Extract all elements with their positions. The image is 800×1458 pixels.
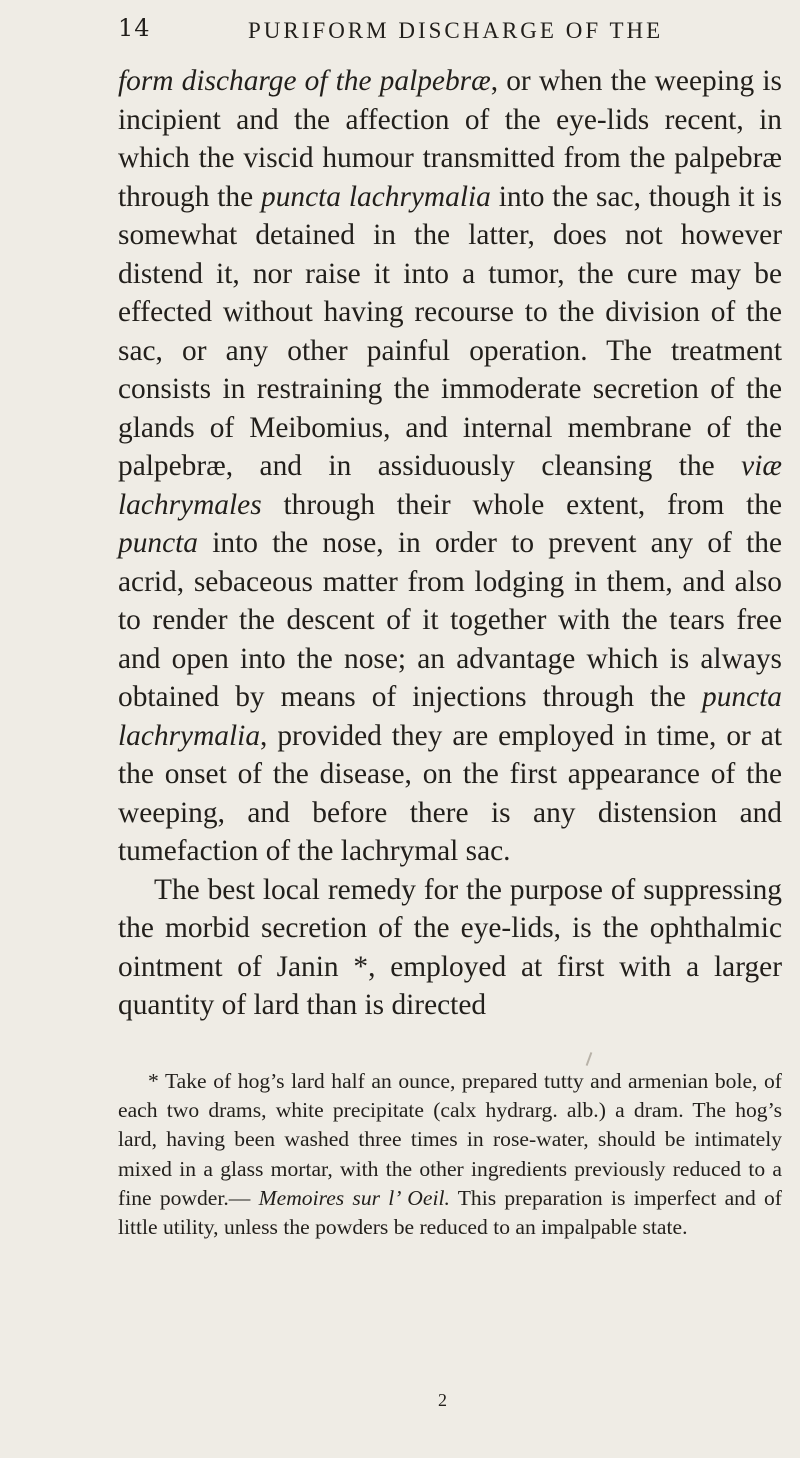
text-run: through their whole extent, from the (261, 488, 782, 521)
text-run: viæ lachrymales (118, 450, 782, 521)
footnote (118, 1067, 782, 1242)
signature-mark: 2 (438, 1390, 447, 1410)
running-head (118, 14, 778, 54)
text-run: , or when the weeping is incipient and the affection of the eye-lids recent, in which the viscid humour transmitted from the palpebræ through the (118, 65, 782, 213)
text-run: Memoires sur l’ Oeil. (258, 1185, 450, 1210)
text-run: puncta (118, 527, 198, 559)
paragraph-1 (118, 62, 782, 871)
text-run: into the nose, in order to prevent any of the acrid, sebaceous matter from lodging in them, and also to render the descent of it together with the tears free and open into the nose; an advantage which is always obtained by means of injections through the (118, 527, 782, 713)
text-run: into the sac, though it is somewhat detained in the latter, does not however distend it, nor raise it into a tumor, the cure may be effected without having recourse to the division of the sac, or any other painful operation. The treatment consists in restraining the immoderate secretion of the glands of Meibomius, and internal membrane of the palpebræ, and in assiduously cleansing the (118, 180, 783, 482)
text-run: puncta lachrymalia (118, 681, 782, 752)
text-run: The best local remedy for the purpose of suppressing the morbid secretion of the eye-lids, is the ophthalmic ointment of Janin *, employed at first with a larger quantity of lard than is directed (118, 873, 782, 1021)
footnote-paragraph (118, 1067, 782, 1242)
page-number: 14 (118, 14, 151, 42)
text-run: , provided they are employed in time, or at the onset of the disease, on the first appearance of the weeping, and before there is any distension and tumefaction of the lachrymal sac. (118, 719, 782, 867)
body-text (118, 62, 782, 1025)
footnote-separator-mark (586, 1052, 593, 1066)
paragraph-2 (118, 871, 782, 1025)
text-run: This preparation is imperfect and of little utility, unless the powders be reduced to an impalpable state. (118, 1185, 782, 1240)
text-run: puncta lachrymalia (261, 180, 491, 213)
running-title: PURIFORM DISCHARGE OF THE (248, 18, 664, 43)
text-run: form discharge of the palpebræ (118, 65, 491, 97)
text-run: * Take of hog’s lard half an ounce, prepared tutty and armenian bole, of each two drams, white precipitate (calx hydrarg. alb.) a dram. The hog’s lard, having been washed three times in rose-water, should be intimately mixed in a glass mortar, with the other ingredients previously reduced to a fine powder.— (118, 1069, 782, 1210)
